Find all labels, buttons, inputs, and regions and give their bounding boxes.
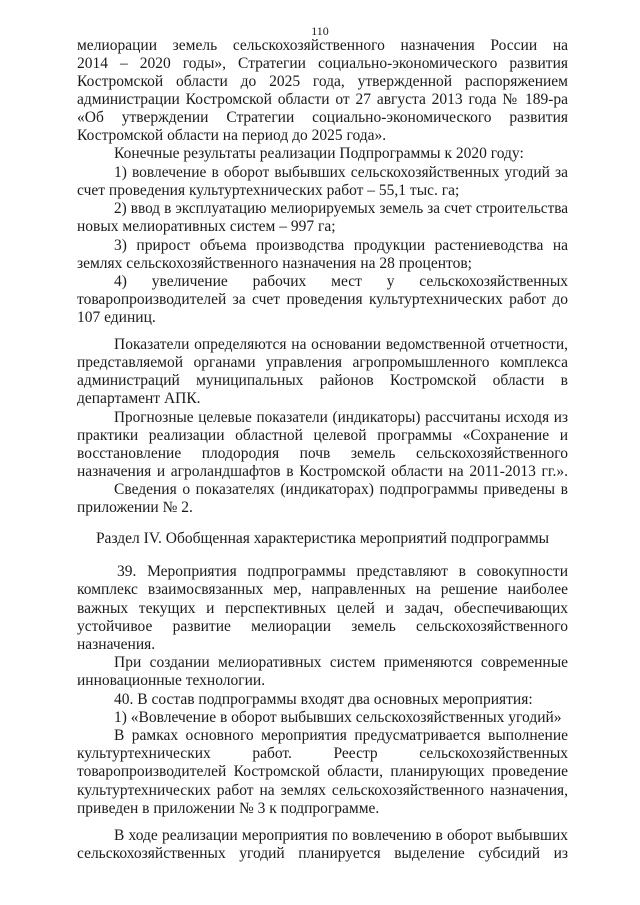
text-line: Прогнозные целевые показатели (индикаторы) рассчитаны исходя из — [114, 409, 568, 426]
text-line: восстановление плодородия почв земель сельскохозяйственного — [77, 445, 568, 462]
text-line: 1) «Вовлечение в оборот выбывших сельскохозяйственных угодий» — [114, 709, 562, 726]
text-line: приложении № 2. — [77, 499, 193, 516]
text-line: 2014 – 2020 годы», Стратегии социально-экономического развития — [77, 55, 568, 72]
text-line: важных текущих и перспективных целей и задач, обеспечивающих — [77, 600, 568, 617]
text-line: администрации Костромской области от 27 августа 2013 года № 189-ра — [77, 91, 568, 108]
text-line: администраций муниципальных районов Костромской области в — [77, 372, 568, 389]
text-line: департамент АПК. — [77, 390, 201, 407]
text-line: культуртехнических работ. Реестр сельскохозяйственных — [77, 745, 568, 762]
text-line: землях сельскохозяйственного назначения на 28 процентов; — [77, 255, 472, 272]
page-number: 110 — [311, 24, 329, 38]
text-line: При создании мелиоративных систем применяются современные — [114, 654, 568, 671]
text-line: назначения и агроландшафтов в Костромской области на 2011-2013 гг.». — [77, 463, 568, 480]
text-line: 1) вовлечение в оборот выбывших сельскохозяйственных угодий за — [114, 164, 568, 181]
text-line: 107 единиц. — [77, 309, 156, 326]
text-line: Сведения о показателях (индикаторах) подпрограммы приведены в — [114, 481, 568, 498]
text-line: комплекс взаимосвязанных мер, направленных на решение наиболее — [77, 581, 568, 598]
text-line: 39. Мероприятия подпрограммы представляют в совокупности — [117, 563, 568, 580]
text-line: 3) прирост объема производства продукции растениеводства на — [114, 237, 568, 254]
text-line: сельскохозяйственных угодий планируется выделение субсидий из — [77, 845, 568, 862]
text-line: новых мелиоративных систем – 997 га; — [77, 218, 336, 235]
text-line: Костромской области до 2025 года, утвержденной распоряжением — [77, 73, 568, 90]
text-line: инновационные технологии. — [77, 672, 266, 689]
text-line: культуртехнических работ на землях сельскохозяйственного назначения, — [77, 782, 568, 799]
text-line: В ходе реализации мероприятия по вовлечению в оборот выбывших — [114, 827, 568, 844]
text-line: устойчивое развитие мелиорации земель сельскохозяйственного — [77, 618, 568, 635]
text-line: 40. В состав подпрограммы входят два основных мероприятия: — [114, 691, 533, 708]
section-heading: Раздел IV. Обобщенная характеристика мероприятий подпрограммы — [95, 530, 550, 547]
text-line: товаропроизводителей за счет проведения культуртехнических работ до — [77, 291, 568, 308]
text-line: Костромской области на период до 2025 года». — [77, 127, 387, 144]
text-line: товаропроизводителей Костромской области, планирующих проведение — [77, 763, 568, 780]
text-line: счет проведения культуртехнических работ – 55,1 тыс. га; — [77, 182, 460, 199]
text-line: приведен в приложении № 3 к подпрограмме. — [77, 800, 380, 817]
text-line: 4) увеличение рабочих мест у сельскохозяйственных — [114, 273, 568, 290]
text-line: В рамках основного мероприятия предусматривается выполнение — [114, 727, 568, 744]
text-line: Конечные результаты реализации Подпрограммы к 2020 году: — [114, 145, 524, 162]
text-line: Показатели определяются на основании ведомственной отчетности, — [114, 336, 568, 353]
text-line: мелиорации земель сельскохозяйственного назначения России на — [77, 37, 568, 54]
text-line: назначения. — [77, 636, 156, 653]
text-line: представляемой органами управления агропромышленного комплекса — [77, 354, 568, 371]
text-line: практики реализации областной целевой программы «Сохранение и — [77, 427, 568, 444]
text-line: 2) ввод в эксплуатацию мелиорируемых земель за счет строительства — [114, 200, 568, 217]
text-line: «Об утверждении Стратегии социально-экономического развития — [77, 109, 568, 126]
